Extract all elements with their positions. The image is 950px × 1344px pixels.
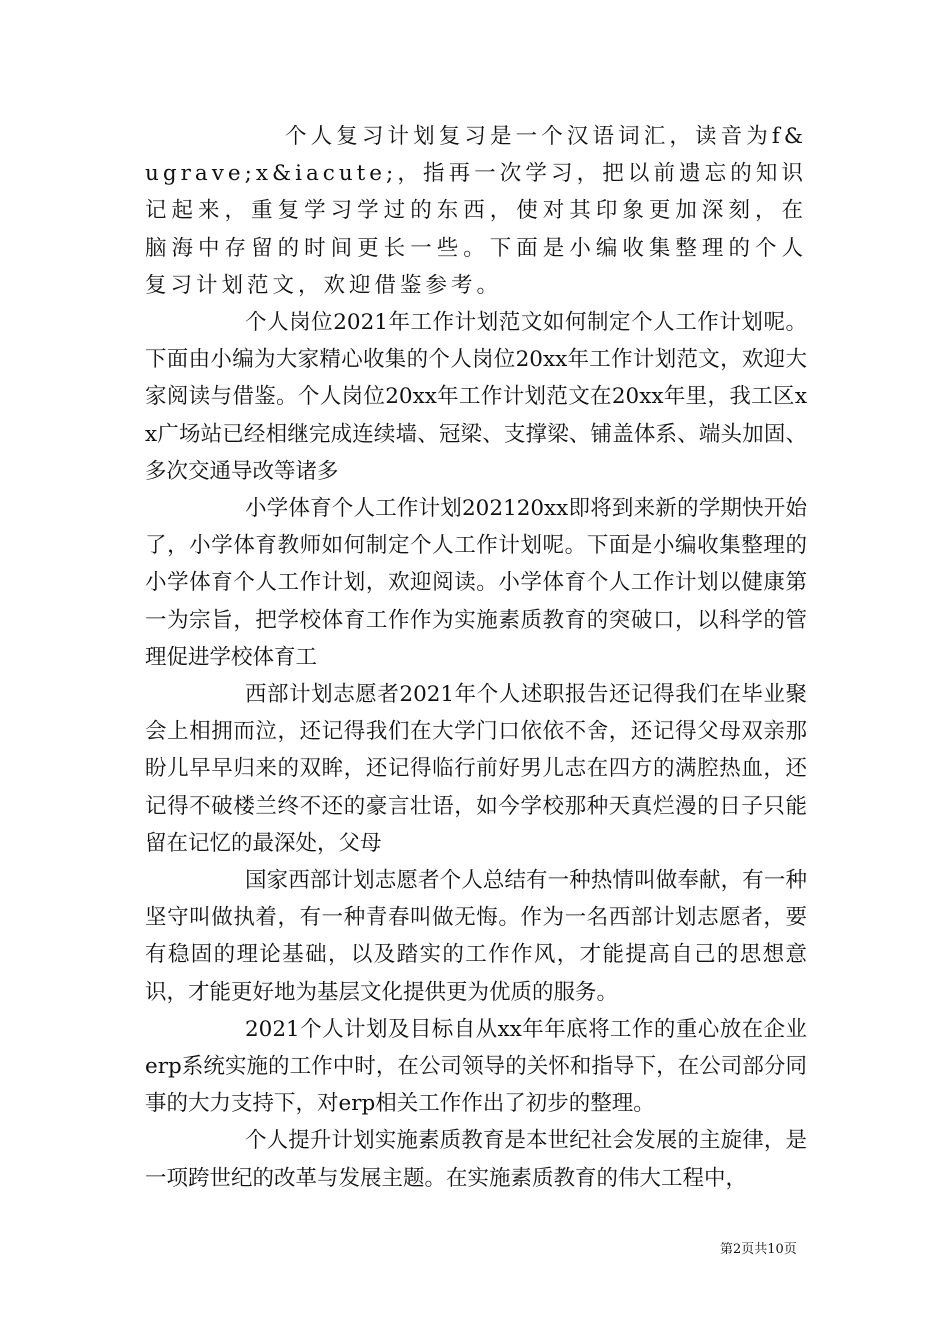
paragraph-volunteer-report: 西部计划志愿者2021年个人述职报告还记得我们在毕业聚会上相拥而泣，还记得我们在大学门口依依不舍，还记得父母双亲那盼儿早早归来的双眸，还记得临行前好男儿志在四方的满腔热血，还记得不破楼兰终不还的豪言壮语，如今学校那种天真烂漫的日子只能留在记忆的最深处，父母 bbox=[145, 682, 807, 856]
paragraph-improvement-plan: 个人提升计划实施素质教育是本世纪社会发展的主旋律，是一项跨世纪的改革与发展主题。在实施素质教育的伟大工程中， bbox=[145, 1128, 807, 1191]
paragraph-review-plan: 个人复习计划复习是一个汉语词汇，读音为f&ugrave;x&iacute;，指再一次学习，把以前遗忘的知识记起来，重复学习学过的东西，使对其印象更加深刻，在脑海中存留的时间更长一些。下面是小编收集整理的个人复习计划范文，欢迎借鉴参考。 bbox=[145, 124, 807, 298]
document-body bbox=[145, 118, 807, 1197]
paragraph-personal-goals: 2021个人计划及目标自从xx年年底将工作的重心放在企业erp系统实施的工作中时，在公司领导的关怀和指导下，在公司部分同事的大力支持下，对erp相关工作作出了初步的整理。 bbox=[145, 1016, 807, 1117]
paragraph-volunteer-summary: 国家西部计划志愿者个人总结有一种热情叫做奉献，有一种坚守叫做执着，有一种青春叫做无悔。作为一名西部计划志愿者，要有稳固的理论基础，以及踏实的工作作风，才能提高自己的思想意识，才能更好地为基层文化提供更为优质的服务。 bbox=[145, 868, 807, 1005]
page-footer: 第2页共10页 bbox=[720, 1242, 797, 1257]
paragraph-pe-plan: 小学体育个人工作计划202120xx即将到来新的学期快开始了，小学体育教师如何制定个人工作计划呢。下面是小编收集整理的小学体育个人工作计划，欢迎阅读。小学体育个人工作计划以健康第一为宗旨，把学校体育工作作为实施素质教育的突破口，以科学的管理促进学校体育工 bbox=[145, 496, 807, 670]
paragraph-job-plan: 个人岗位2021年工作计划范文如何制定个人工作计划呢。下面由小编为大家精心收集的个人岗位20xx年工作计划范文，欢迎大家阅读与借鉴。个人岗位20xx年工作计划范文在20xx年里，我工区xx广场站已经相继完成连续墙、冠梁、支撑梁、铺盖体系、端头加固、多次交通导改等诸多 bbox=[145, 310, 807, 484]
